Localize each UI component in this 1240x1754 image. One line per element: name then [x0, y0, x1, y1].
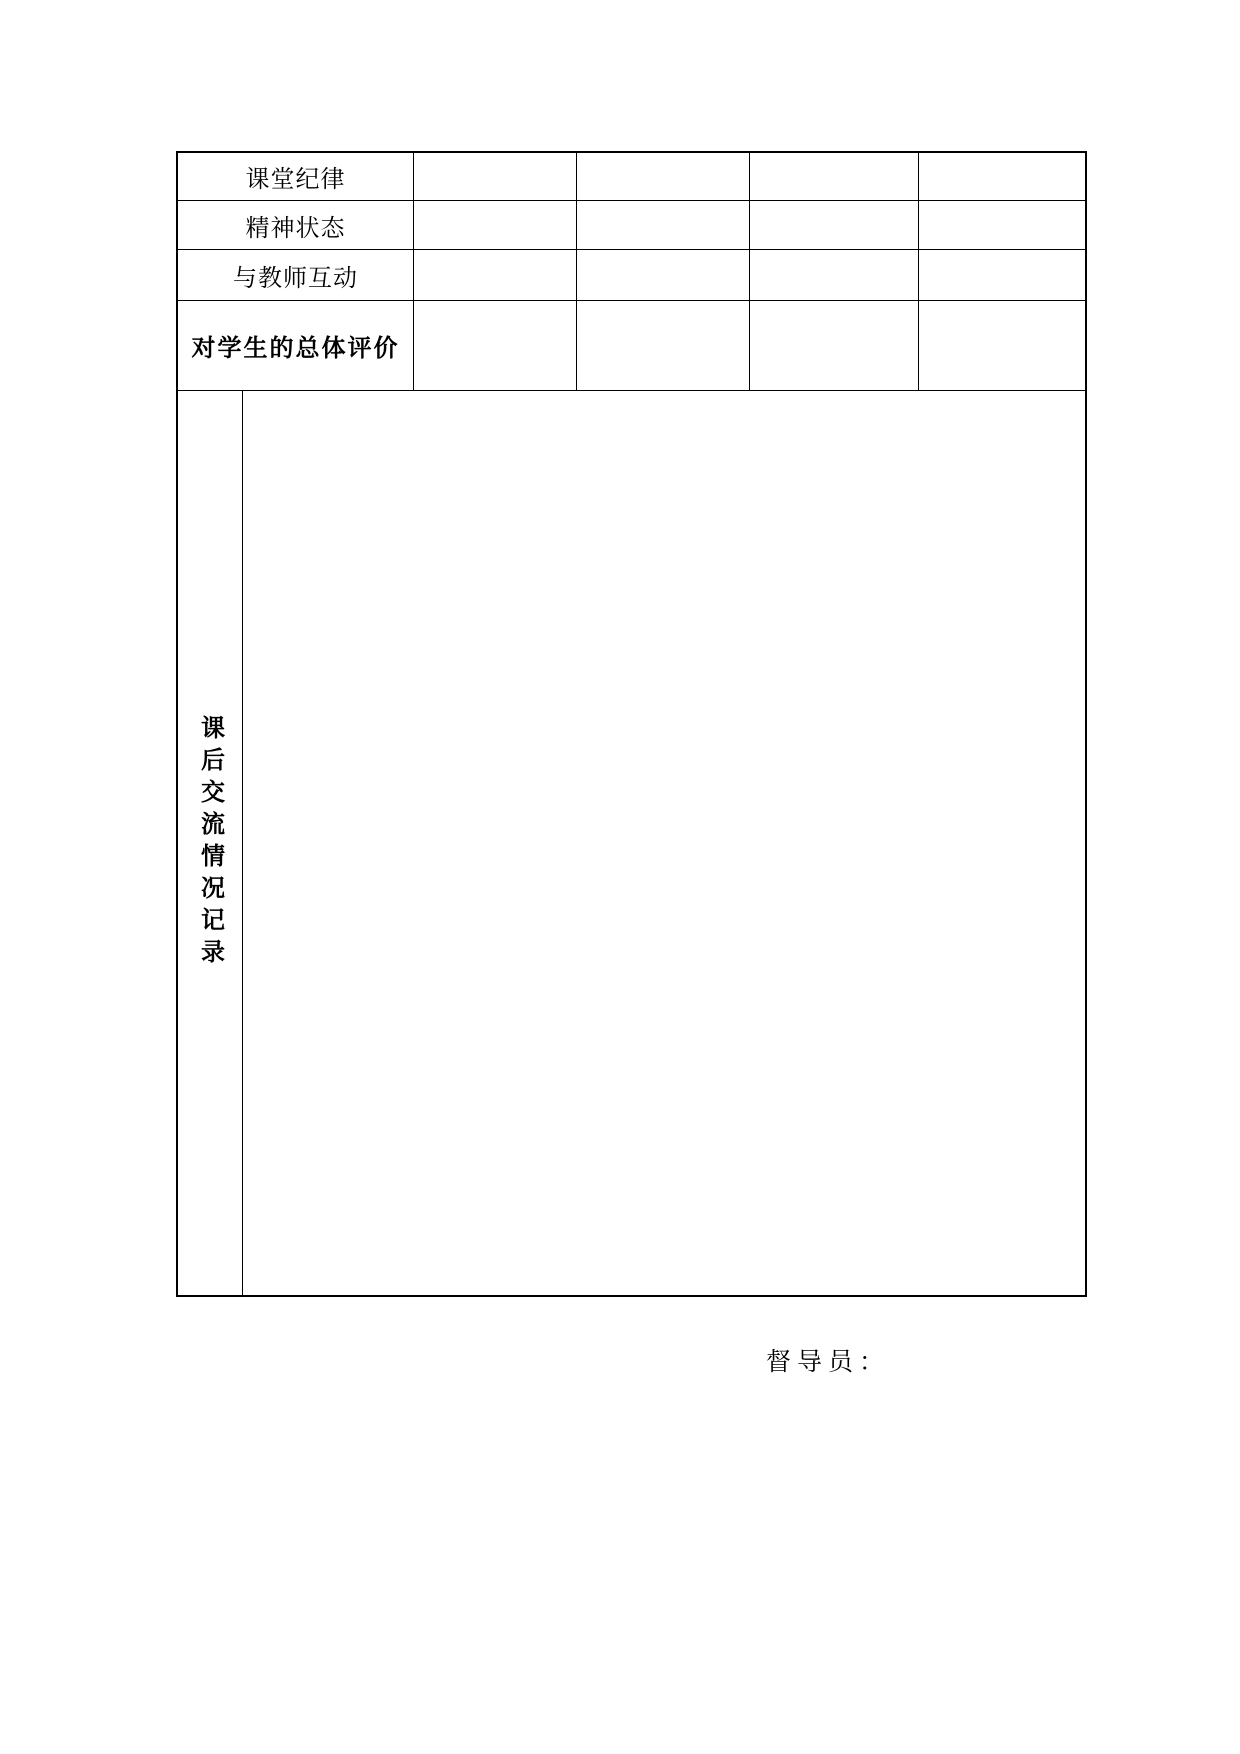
evaluation-table [176, 151, 1087, 1297]
empty-cell[interactable] [750, 201, 919, 250]
empty-cell[interactable] [577, 201, 750, 250]
row-label-overall-evaluation [178, 301, 414, 391]
empty-cell[interactable] [919, 301, 1085, 391]
row-label-text: 与教师互动 [233, 265, 358, 292]
after-class-notes-label-cell [178, 391, 243, 1295]
empty-cell[interactable] [414, 301, 577, 391]
empty-cell[interactable] [414, 250, 577, 301]
row-label-text: 课堂纪律 [245, 167, 346, 193]
criteria-grid [178, 153, 1085, 391]
empty-cell[interactable] [750, 301, 919, 391]
empty-cell[interactable] [577, 153, 750, 201]
empty-cell[interactable] [919, 201, 1085, 250]
empty-cell[interactable] [577, 301, 750, 391]
row-label-teacher-interaction [178, 250, 414, 301]
row-label-mental-state [178, 201, 414, 250]
empty-cell[interactable] [750, 153, 919, 201]
row-label-text: 精神状态 [245, 215, 346, 242]
after-class-notes-content[interactable] [243, 391, 1085, 1295]
supervisor-signature-label: 督导员： [766, 1349, 891, 1376]
after-class-notes-label: 课后交流情况记录 [196, 715, 223, 971]
empty-cell[interactable] [919, 250, 1085, 301]
empty-cell[interactable] [414, 153, 577, 201]
empty-cell[interactable] [577, 250, 750, 301]
row-label-text: 对学生的总体评价 [191, 336, 400, 362]
empty-cell[interactable] [414, 201, 577, 250]
after-class-notes-row [178, 391, 1085, 1295]
empty-cell[interactable] [919, 153, 1085, 201]
empty-cell[interactable] [750, 250, 919, 301]
row-label-classroom-discipline [178, 153, 414, 201]
